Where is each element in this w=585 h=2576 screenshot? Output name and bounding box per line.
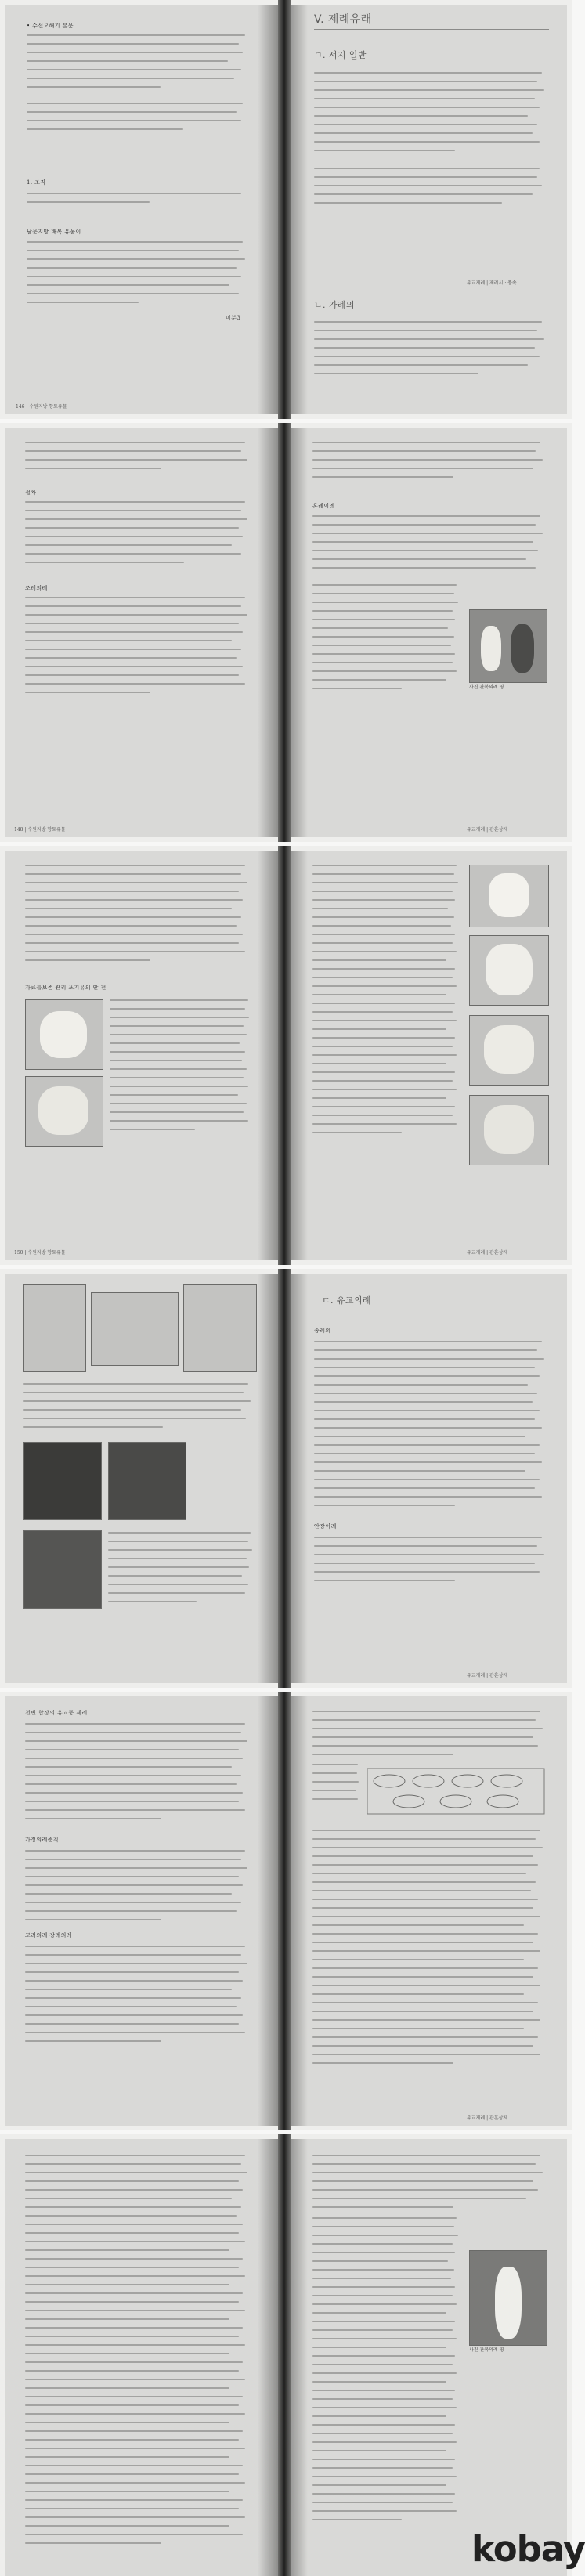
page-footer: 유교제례 | 관혼상제 (467, 1673, 508, 1678)
ritual-flow-diagram (366, 1764, 546, 1819)
document-photo (23, 1284, 86, 1372)
right-page (291, 851, 567, 1260)
section-label: 종례의 (314, 1328, 331, 1334)
running-head: 천변 합장의 유교풍 제례 (25, 1710, 88, 1716)
diagram-node (440, 1795, 471, 1808)
book-spread-4 (0, 1269, 572, 1688)
cabinet-photo (23, 1442, 102, 1520)
book-spread-2 (0, 423, 572, 842)
left-page (5, 5, 278, 414)
document-photo (91, 1292, 179, 1366)
paragraph-lines (25, 2155, 252, 2551)
chapter-heading: V. 제례유래 (314, 13, 372, 26)
paragraph-lines (23, 1383, 255, 1435)
left-page (5, 2139, 278, 2576)
paragraph-lines (314, 168, 549, 211)
paragraph-lines (312, 442, 547, 485)
paragraph-lines (27, 193, 250, 210)
book-gutter (278, 1692, 291, 2130)
paragraph-lines (312, 584, 461, 696)
garment-photo (469, 1095, 549, 1165)
paragraph-lines (312, 2155, 547, 2215)
cabinet-photo (108, 1442, 186, 1520)
page-footer: 146 | 수원지방 향토유물 (16, 404, 67, 410)
book-spread-6 (0, 2134, 572, 2576)
book-gutter (278, 1269, 291, 1688)
photo-caption: 사진 관복의례 평 (469, 685, 504, 690)
right-page (291, 1274, 567, 1683)
diagram-node (413, 1775, 444, 1787)
section-heading: ㄷ. 유교의례 (322, 1295, 371, 1306)
paragraph-lines (25, 1946, 252, 2049)
garment-photo (469, 865, 549, 927)
page-footer: 148 | 수원지방 향토유물 (14, 827, 66, 833)
section-label: 혼례이례 (312, 503, 335, 509)
book-spread-5 (0, 1692, 572, 2130)
paragraph-lines (312, 1764, 359, 1807)
left-page (5, 1696, 278, 2126)
bullet-heading: • 수선오해기 본문 (27, 23, 74, 29)
paragraph-lines (25, 1850, 252, 1927)
heading-rule (314, 29, 549, 30)
paragraph-lines (25, 1723, 252, 1826)
right-page (291, 1696, 567, 2126)
page-footer: 150 | 수원지방 향토유물 (14, 1250, 66, 1255)
section-label: 가정의례준칙 (25, 1837, 59, 1843)
paragraph-lines (27, 34, 250, 95)
page-footer: 유교제례 | 관혼상제 (467, 2115, 508, 2121)
section-label: 남문지방 배복 유물이 (27, 229, 81, 235)
left-page (5, 1274, 278, 1683)
book-spread-1 (0, 0, 572, 419)
page-footer: 유교제례 | 관혼상제 (467, 827, 508, 833)
paragraph-lines (25, 597, 252, 700)
plaque-photo (23, 1530, 102, 1609)
section-heading: ㄱ. 서지 일반 (314, 50, 367, 60)
document-photo (183, 1284, 257, 1372)
paragraph-lines (110, 999, 252, 1137)
watermark-logo: kobay (471, 2528, 585, 2570)
paragraph-lines (25, 442, 252, 476)
left-page (5, 428, 278, 837)
book-gutter (278, 2134, 291, 2576)
book-gutter (278, 846, 291, 1265)
paragraph-lines (108, 1532, 255, 1610)
wedding-photo (469, 609, 547, 683)
diagram-node (487, 1795, 518, 1808)
paragraph-lines (312, 1711, 547, 1762)
section-label: 1. 조직 (27, 179, 46, 186)
garment-photo (469, 1015, 549, 1086)
paragraph-lines (312, 1830, 547, 2071)
right-page (291, 428, 567, 837)
garment-photo (469, 935, 549, 1006)
photo-caption: 사진 관복의례 평 (469, 2347, 504, 2353)
garment-photo (25, 999, 103, 1070)
paragraph-lines (27, 241, 250, 310)
signature-mark: 미분3 (226, 315, 241, 321)
paragraph-lines (314, 1537, 549, 1588)
paragraph-lines (314, 1341, 549, 1513)
section-label: 고려의례 장례의례 (25, 1932, 72, 1938)
left-page (5, 851, 278, 1260)
paragraph-lines (25, 865, 252, 968)
paragraph-lines (312, 865, 461, 1140)
book-gutter (278, 0, 291, 419)
section-label: 자료를보존 관리 포기유의 안 전 (25, 985, 107, 991)
ceremony-photo (469, 2250, 547, 2346)
book-spread-3 (0, 846, 572, 1265)
page-footer: 유교제례 | 제례시 · 풍속 (467, 280, 517, 286)
paragraph-lines (314, 321, 549, 381)
section-heading: ㄴ. 가례의 (314, 300, 355, 310)
diagram-node (491, 1775, 522, 1787)
garment-photo (25, 1076, 103, 1147)
section-label: 절차 (25, 490, 37, 496)
right-page (291, 2139, 567, 2576)
diagram-node (374, 1775, 405, 1787)
paragraph-lines (312, 2217, 461, 2527)
diagram-node (393, 1795, 424, 1808)
page-footer: 유교제례 | 관혼상제 (467, 1250, 508, 1255)
section-label: 안장이례 (314, 1523, 337, 1530)
paragraph-lines (27, 103, 250, 137)
section-label: 조례의례 (25, 585, 48, 591)
paragraph-lines (25, 501, 252, 570)
right-page (291, 5, 567, 414)
paragraph-lines (314, 72, 549, 158)
paragraph-lines (312, 515, 547, 576)
diagram-node (452, 1775, 483, 1787)
book-gutter (278, 423, 291, 842)
